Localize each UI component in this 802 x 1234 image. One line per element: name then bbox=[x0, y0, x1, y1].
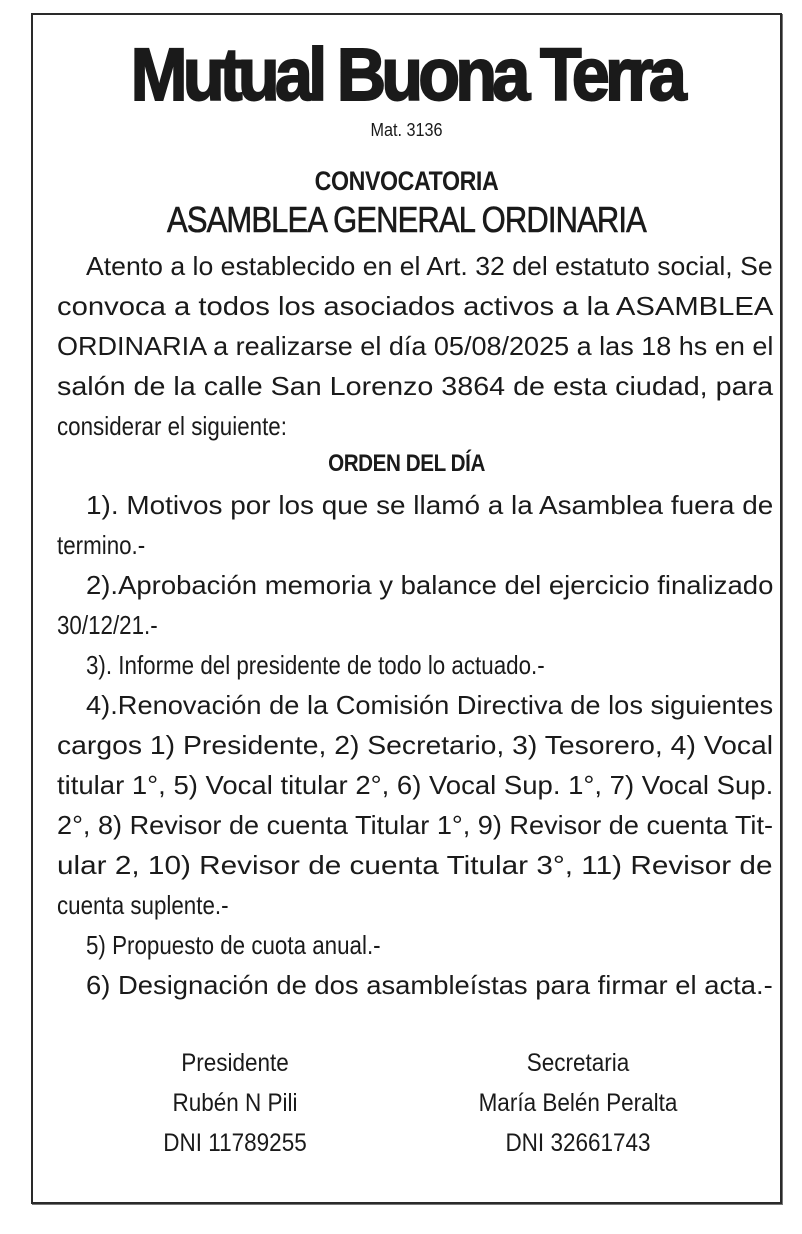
agenda-line: 3). Informe del presidente de todo lo actuado.- bbox=[86, 650, 545, 680]
secretary-dni: DNI 32661743 bbox=[505, 1129, 651, 1157]
secretary-role: Secretaria bbox=[526, 1049, 630, 1077]
agenda-line: 5) Propuesto de cuota anual.- bbox=[86, 930, 381, 960]
intro-line: convoca a todos los asociados activos a la ASAMBLEA bbox=[57, 291, 774, 321]
agenda-line: 2).Aprobación memoria y balance del ejercicio finalizado bbox=[86, 570, 774, 600]
secretary-name: María Belén Peralta bbox=[478, 1089, 678, 1117]
agenda-line: termino.- bbox=[57, 530, 146, 560]
agenda-line: 4).Renovación de la Comisión Directiva de los siguientes bbox=[86, 690, 774, 720]
assembly-title: ASAMBLEA GENERAL ORDINARIA bbox=[167, 199, 646, 240]
president-dni: DNI 11789255 bbox=[163, 1129, 307, 1157]
agenda-line: ular 2, 10) Revisor de cuenta Titular 3°, 11) Revisor de bbox=[57, 850, 773, 880]
organization-title: Mutual Buona Terra bbox=[130, 33, 683, 116]
agenda-line: cargos 1) Presidente, 2) Secretario, 3) Tesorero, 4) Vocal bbox=[57, 730, 774, 760]
intro-line: ORDINARIA a realizarse el día 05/08/2025 a las 18 hs en el bbox=[57, 331, 774, 361]
notice-heading: CONVOCATORIA bbox=[314, 166, 499, 196]
president-role: Presidente bbox=[181, 1049, 289, 1077]
president-name: Rubén N Pili bbox=[172, 1089, 298, 1117]
agenda-line: titular 1°, 5) Vocal titular 2°, 6) Vocal Sup. 1°, 7) Vocal Sup. bbox=[57, 770, 774, 800]
agenda-line: 6) Designación de dos asambleístas para firmar el acta.- bbox=[86, 970, 773, 1000]
agenda-line: cuenta suplente.- bbox=[57, 890, 229, 920]
registration-number: Mat. 3136 bbox=[370, 120, 443, 140]
agenda-line: 2°, 8) Revisor de cuenta Titular 1°, 9) Revisor de cuenta Tit- bbox=[57, 810, 773, 840]
intro-line: Atento a lo establecido en el Art. 32 del estatuto social, Se bbox=[86, 251, 773, 281]
intro-line: considerar el siguiente: bbox=[57, 411, 287, 441]
agenda-line: 30/12/21.- bbox=[57, 610, 158, 640]
agenda-line: 1). Motivos por los que se llamó a la Asamblea fuera de bbox=[86, 490, 774, 520]
intro-line: salón de la calle San Lorenzo 3864 de esta ciudad, para bbox=[57, 371, 774, 401]
agenda-heading: ORDEN DEL DÍA bbox=[328, 450, 485, 477]
